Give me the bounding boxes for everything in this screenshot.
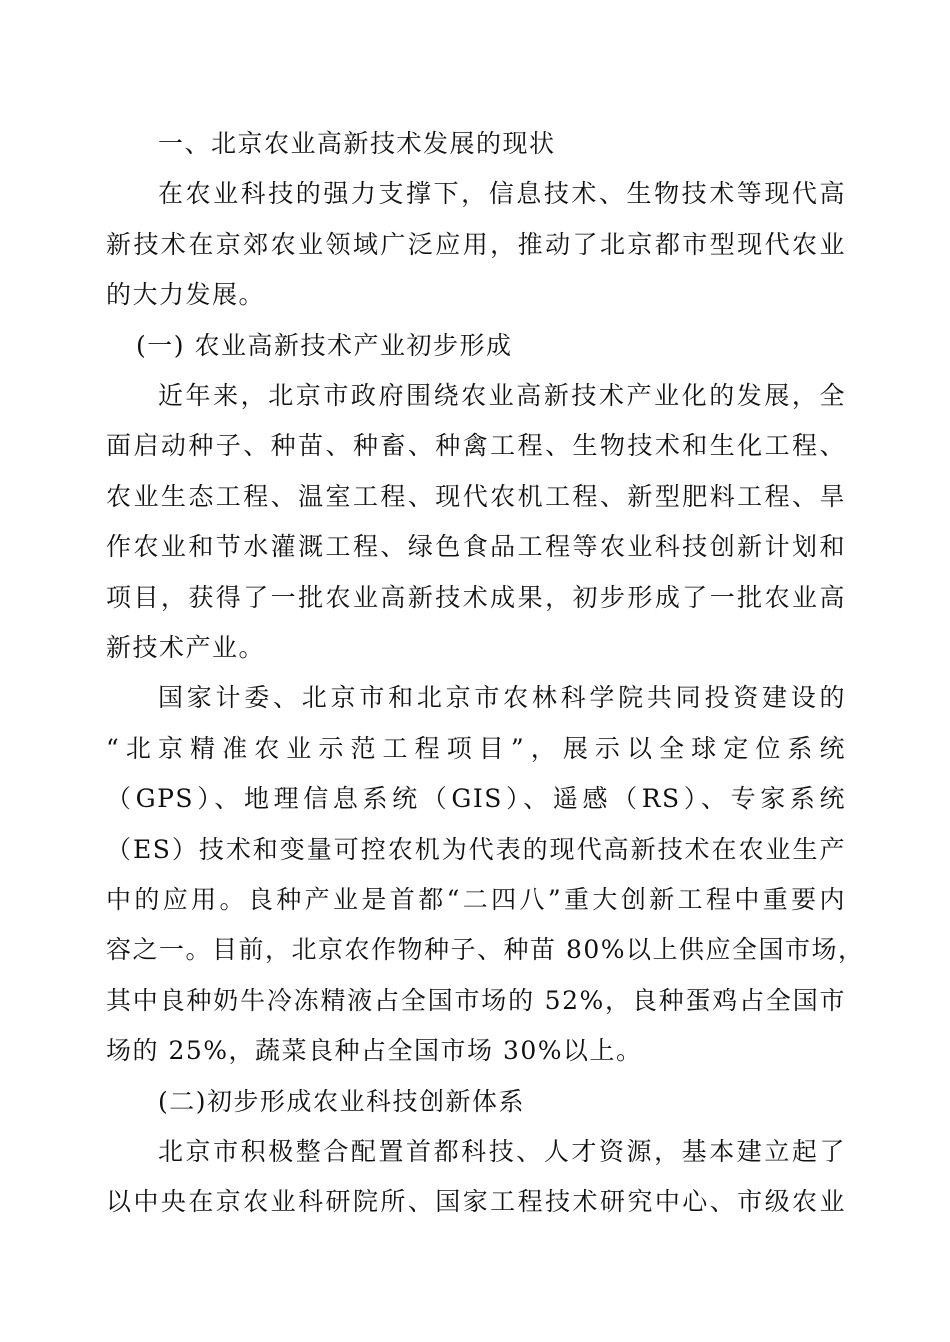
paragraph-line: 新技术产业。: [106, 633, 266, 662]
paragraph-line: 农业生态工程、温室工程、现代农机工程、新型肥料工程、旱: [106, 482, 846, 511]
paragraph-line: 项目，获得了一批农业高新技术成果，初步形成了一批农业高: [106, 583, 846, 612]
paragraph-line: 场的 25%，蔬菜良种占全国市场 30%以上。: [106, 1036, 643, 1065]
paragraph-line: 新技术在京郊农业领域广泛应用，推动了北京都市型现代农业: [106, 230, 846, 259]
paragraph-line: 中的应用。良种产业是首都“二四八”重大创新工程中重要内: [106, 885, 846, 914]
paragraph-line: 北京市积极整合配置首都科技、人才资源，基本建立起了: [158, 1137, 846, 1166]
paragraph-line: “北京精准农业示范工程项目”，展示以全球定位系统: [106, 734, 846, 763]
subsection-heading: (二)初步形成农业科技创新体系: [158, 1087, 526, 1116]
subsection-heading: (一) 农业高新技术产业初步形成: [136, 331, 513, 360]
paragraph-line: 在农业科技的强力支撑下，信息技术、生物技术等现代高: [158, 179, 846, 208]
paragraph-line: 以中央在京农业科研院所、国家工程技术研究中心、市级农业: [106, 1187, 846, 1216]
paragraph-line: 近年来，北京市政府围绕农业高新技术产业化的发展，全: [158, 381, 846, 410]
paragraph-line: 国家计委、北京市和北京市农林科学院共同投资建设的: [158, 683, 846, 712]
paragraph-line: 作农业和节水灌溉工程、绿色食品工程等农业科技创新计划和: [106, 532, 846, 561]
paragraph-line: 的大力发展。: [106, 280, 266, 309]
paragraph-line: 容之一。目前，北京农作物种子、种苗 80%以上供应全国市场，: [106, 935, 865, 964]
paragraph-line: （ES）技术和变量可控农机为代表的现代高新技术在农业生产: [106, 835, 846, 864]
paragraph-line: （GPS）、地理信息系统（GIS）、遥感（RS）、专家系统: [106, 784, 846, 813]
paragraph-line: 面启动种子、种苗、种畜、种禽工程、生物技术和生化工程、: [106, 431, 846, 460]
paragraph-line: 其中良种奶牛冷冻精液占全国市场的 52%，良种蛋鸡占全国市: [106, 986, 846, 1015]
section-heading: 一、北京农业高新技术发展的现状: [158, 129, 556, 158]
